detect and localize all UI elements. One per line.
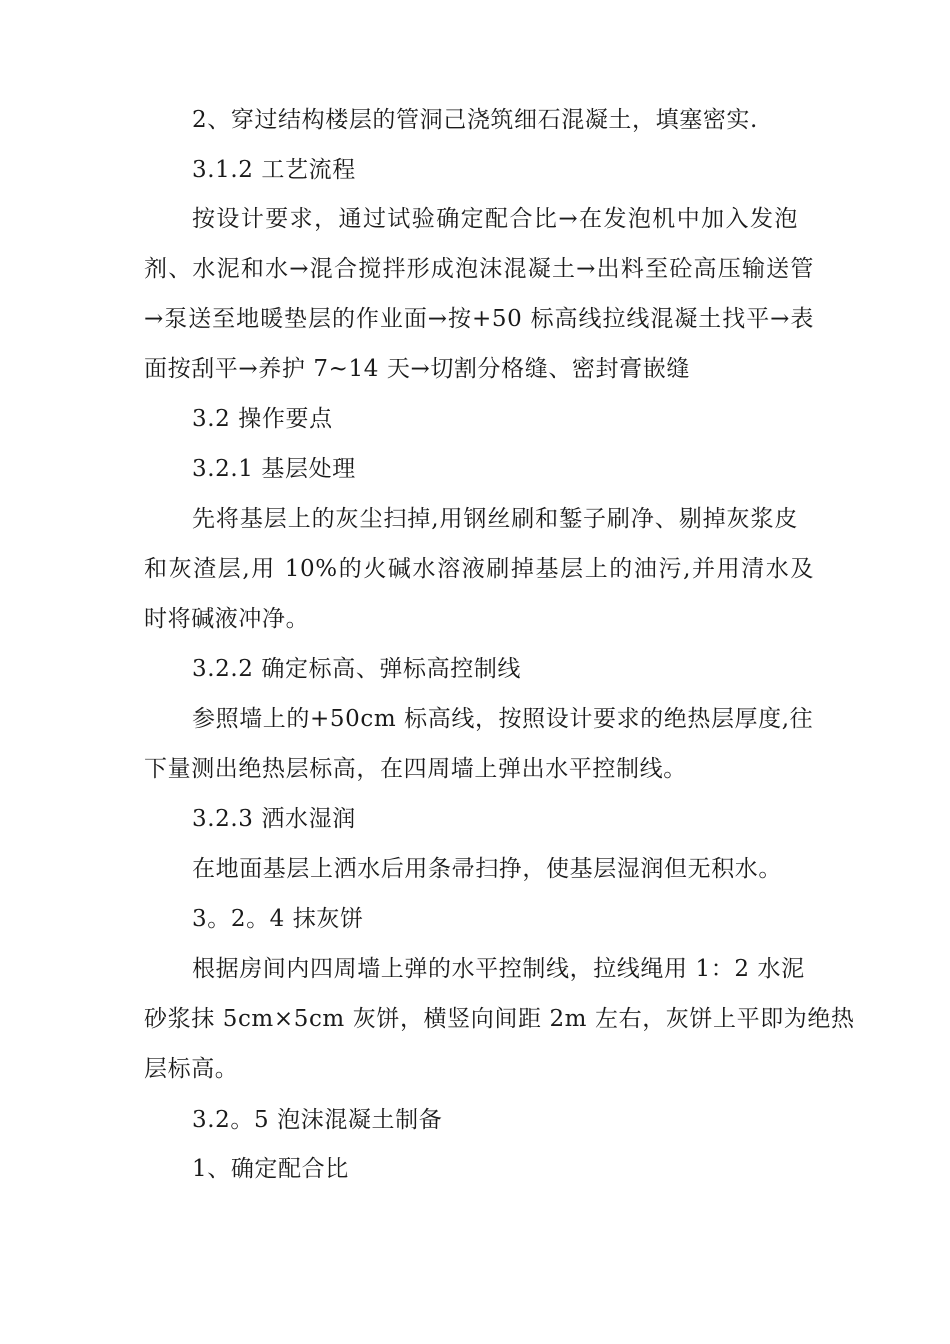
paragraph-line: 根据房间内四周墙上弹的水平控制线，拉线绳用 1：2 水泥: [192, 956, 805, 982]
paragraph-line: 按设计要求，通过试验确定配合比→在发泡机中加入发泡: [192, 206, 798, 232]
paragraph-line: 层标高。: [144, 1056, 239, 1082]
section-heading-3-1-2: 3.1.2 工艺流程: [192, 157, 356, 183]
paragraph-line: 参照墙上的+50cm 标高线，按照设计要求的绝热层厚度,往: [192, 706, 814, 732]
section-heading-3-2: 3.2 操作要点: [192, 406, 333, 432]
paragraph-line: 面按刮平→养护 7~14 天→切割分格缝、密封膏嵌缝: [144, 356, 690, 382]
paragraph-line: 剂、水泥和水→混合搅拌形成泡沫混凝土→出料至砼高压输送管: [144, 256, 814, 282]
paragraph-line: →泵送至地暖垫层的作业面→按+50 标高线拉线混凝土找平→表: [144, 306, 814, 332]
paragraph-line: 2、穿过结构楼层的管洞己浇筑细石混凝土，填塞密实.: [192, 107, 758, 133]
section-heading-3-2-5: 3.2。5 泡沫混凝土制备: [192, 1107, 443, 1133]
section-heading-3-2-2: 3.2.2 确定标高、弹标高控制线: [192, 656, 522, 682]
section-heading-3-2-4: 3。2。4 抹灰饼: [192, 906, 364, 932]
paragraph-line: 下量测出绝热层标高，在四周墙上弹出水平控制线。: [144, 756, 687, 782]
section-heading-3-2-1: 3.2.1 基层处理: [192, 456, 356, 482]
paragraph-line: 先将基层上的灰尘扫掉,用钢丝刷和錾子刷净、剔掉灰浆皮: [192, 506, 798, 532]
paragraph-line: 在地面基层上洒水后用条帚扫挣，使基层湿润但无积水。: [192, 856, 782, 882]
section-heading-3-2-3: 3.2.3 洒水湿润: [192, 806, 356, 832]
paragraph-line: 时将碱液冲净。: [144, 606, 310, 632]
list-item-heading: 1、确定配合比: [192, 1156, 349, 1182]
paragraph-line: 和灰渣层,用 10%的火碱水溶液刷掉基层上的油污,并用清水及: [144, 556, 814, 582]
paragraph-line: 砂浆抹 5cm×5cm 灰饼，横竖向间距 2m 左右，灰饼上平即为绝热: [144, 1006, 855, 1032]
